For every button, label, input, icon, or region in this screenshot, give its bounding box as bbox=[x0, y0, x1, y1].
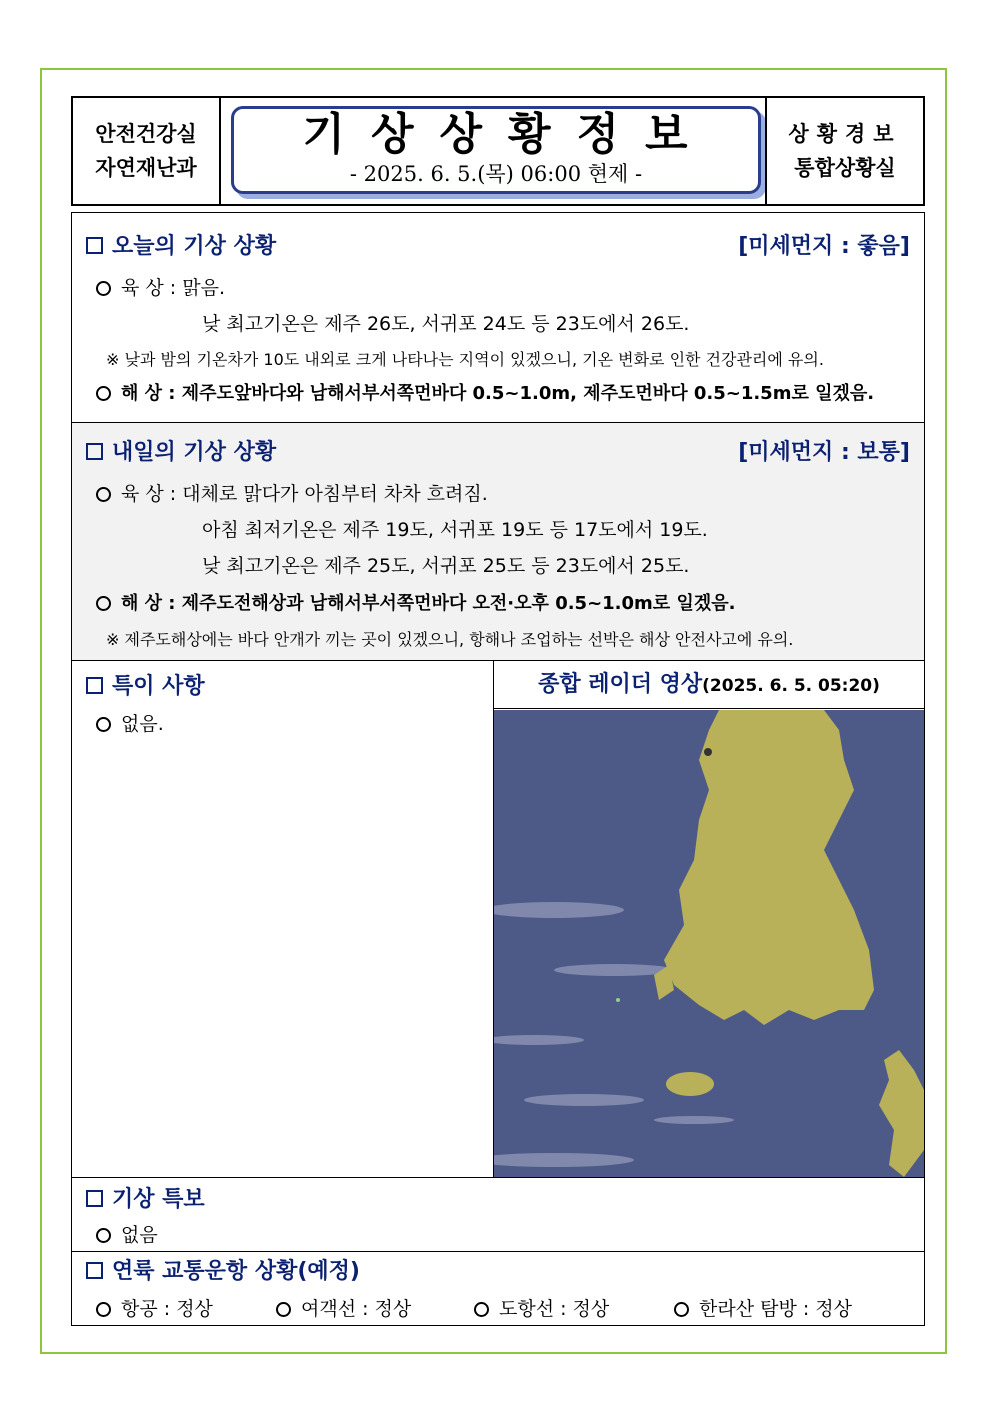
circle-bullet-icon bbox=[96, 1228, 111, 1243]
circle-bullet-icon bbox=[96, 386, 111, 401]
today-sea-label: 해 상 : bbox=[121, 383, 176, 404]
traffic-title-text: 연륙 교통운항 상황(예정) bbox=[112, 1259, 360, 1284]
today-land bbox=[96, 273, 225, 300]
traffic-section bbox=[72, 1252, 924, 1325]
tomorrow-land-2: 아침 최저기온은 제주 19도, 서귀포 19도 등 17도에서 19도. bbox=[202, 519, 708, 541]
checkbox-icon bbox=[86, 237, 103, 254]
checkbox-icon bbox=[86, 677, 103, 694]
special-section bbox=[72, 661, 494, 1177]
warning-title bbox=[86, 1182, 205, 1213]
tomorrow-dust: [미세먼지 : 보통] bbox=[738, 440, 910, 465]
page-title: 기상상황정보 bbox=[302, 109, 714, 160]
circle-bullet-icon bbox=[96, 717, 111, 732]
traffic-item-island-ferry bbox=[474, 1294, 609, 1321]
traffic-item-air-text: 항공 : 정상 bbox=[121, 1298, 213, 1320]
traffic-item-hallasan-text: 한라산 탐방 : 정상 bbox=[699, 1298, 852, 1320]
radar-title-text: 종합 레이더 영상 bbox=[538, 672, 703, 697]
today-land-1: 맑음. bbox=[182, 277, 225, 299]
today-land-2: 낮 최고기온은 제주 26도, 서귀포 24도 등 23도에서 26도. bbox=[202, 313, 690, 335]
circle-bullet-icon bbox=[96, 487, 111, 502]
today-section bbox=[72, 213, 924, 423]
today-land-label: 육 상 : bbox=[121, 277, 177, 299]
today-note: ※ 낮과 밤의 기온차가 10도 내외로 크게 나타나는 지역이 있겠으니, 기온 변화로 인한 건강관리에 유의. bbox=[106, 350, 824, 369]
today-title bbox=[86, 229, 276, 260]
checkbox-icon bbox=[86, 443, 103, 460]
circle-bullet-icon bbox=[96, 281, 111, 296]
radar-title bbox=[494, 661, 924, 709]
tomorrow-land-3: 낮 최고기온은 제주 25도, 서귀포 25도 등 23도에서 25도. bbox=[202, 555, 690, 577]
traffic-item-hallasan bbox=[674, 1294, 852, 1321]
traffic-item-ferry bbox=[276, 1294, 411, 1321]
special-title bbox=[86, 669, 205, 700]
department-right-line1: 상황경보 bbox=[788, 122, 902, 146]
warning-section bbox=[72, 1177, 924, 1252]
traffic-item-ferry-text: 여객선 : 정상 bbox=[301, 1298, 412, 1320]
main-content bbox=[71, 212, 925, 1326]
tomorrow-sea-text: 제주도전해상과 남해서부서쪽먼바다 오전·오후 0.5~1.0m로 일겠음. bbox=[181, 593, 736, 614]
tomorrow-land-1: 대체로 맑다가 아침부터 차차 흐려짐. bbox=[182, 483, 488, 505]
today-title-text: 오늘의 기상 상황 bbox=[112, 234, 277, 259]
special-item-text: 없음. bbox=[121, 713, 164, 735]
department-left bbox=[73, 98, 221, 204]
checkbox-icon bbox=[86, 1190, 103, 1207]
radar-map-icon bbox=[494, 710, 924, 1177]
title-box bbox=[231, 106, 761, 194]
tomorrow-land-label: 육 상 : bbox=[121, 483, 177, 505]
circle-bullet-icon bbox=[674, 1302, 689, 1317]
today-sea-text: 제주도앞바다와 남해서부서쪽먼바다 0.5~1.0m, 제주도먼바다 0.5~1.5m로 일겠음. bbox=[181, 383, 875, 404]
radar-time: (2025. 6. 5. 05:20) bbox=[702, 676, 880, 696]
tomorrow-sea bbox=[96, 589, 735, 615]
tomorrow-title-text: 내일의 기상 상황 bbox=[112, 440, 277, 465]
circle-bullet-icon bbox=[276, 1302, 291, 1317]
today-dust: [미세먼지 : 좋음] bbox=[738, 234, 910, 259]
department-right bbox=[765, 98, 923, 204]
circle-bullet-icon bbox=[96, 1302, 111, 1317]
radar-image bbox=[494, 710, 924, 1177]
circle-bullet-icon bbox=[96, 596, 111, 611]
radar-section bbox=[494, 661, 924, 1177]
traffic-item-island-ferry-text: 도항선 : 정상 bbox=[499, 1298, 610, 1320]
circle-bullet-icon bbox=[474, 1302, 489, 1317]
tomorrow-section bbox=[72, 423, 924, 661]
header bbox=[71, 96, 925, 206]
page-subtitle: - 2025. 6. 5.(목) 06:00 현제 - bbox=[349, 162, 643, 186]
tomorrow-land bbox=[96, 479, 488, 506]
warning-title-text: 기상 특보 bbox=[112, 1187, 205, 1212]
checkbox-icon bbox=[86, 1262, 103, 1279]
special-item bbox=[96, 709, 164, 736]
today-sea bbox=[96, 379, 874, 405]
warning-item bbox=[96, 1220, 158, 1247]
special-title-text: 특이 사항 bbox=[112, 674, 205, 699]
department-right-line2: 통합상황실 bbox=[794, 156, 896, 180]
tomorrow-sea-label: 해 상 : bbox=[121, 593, 176, 614]
traffic-item-air bbox=[96, 1294, 213, 1321]
department-left-line1: 안전건강실 bbox=[95, 122, 197, 146]
department-left-line2: 자연재난과 bbox=[95, 156, 197, 180]
warning-item-text: 없음 bbox=[121, 1224, 158, 1246]
tomorrow-note: ※ 제주도해상에는 바다 안개가 끼는 곳이 있겠으니, 항해나 조업하는 선박은 해상 안전사고에 유의. bbox=[106, 630, 794, 649]
traffic-title bbox=[86, 1254, 360, 1285]
tomorrow-title bbox=[86, 435, 276, 466]
